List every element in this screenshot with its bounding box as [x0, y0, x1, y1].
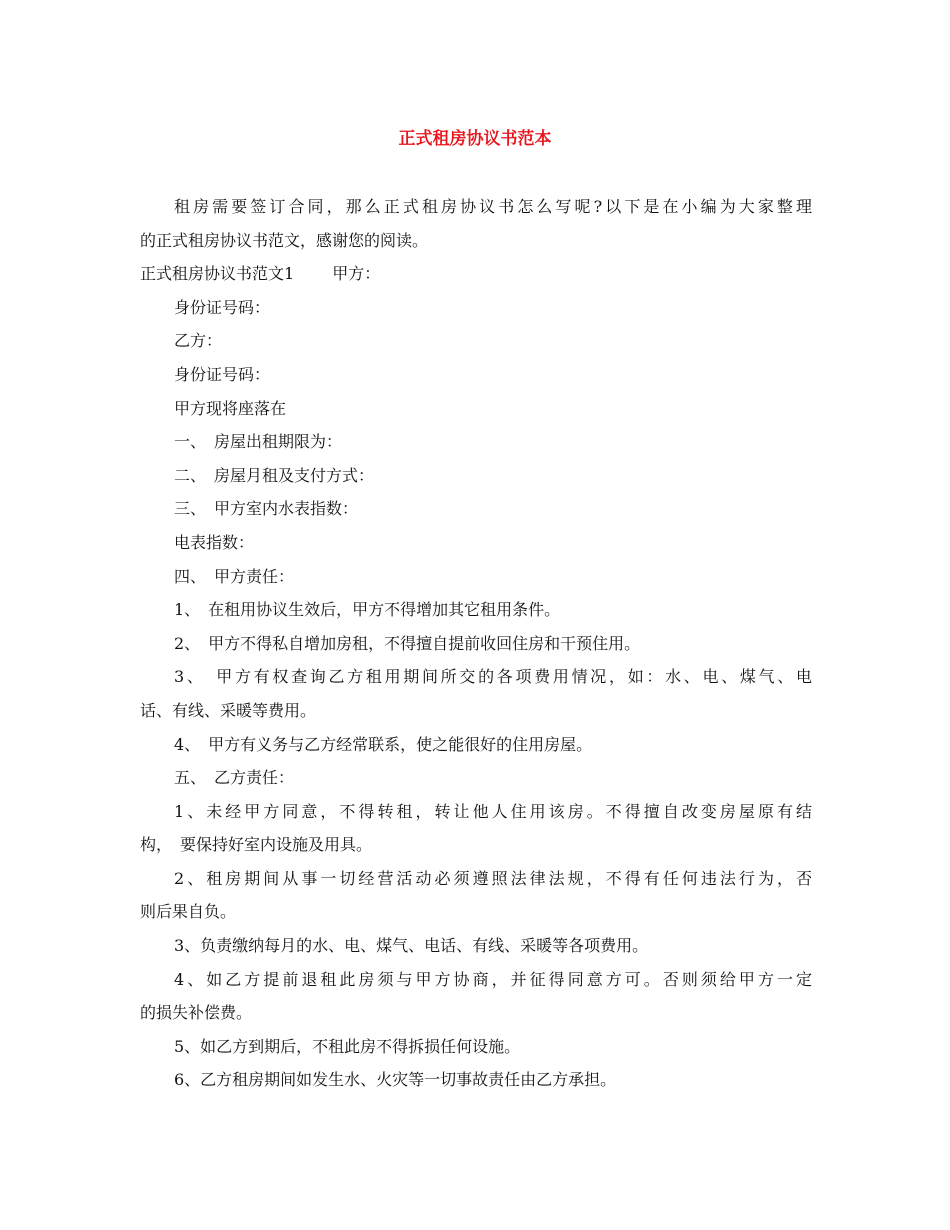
party-b-duty-2-line-2: 则后果自负。 — [140, 902, 237, 922]
document-body — [140, 190, 812, 1097]
party-b-id-line: 身份证号码： — [174, 364, 271, 384]
meter-reading-line: 电表指数： — [174, 532, 255, 552]
party-b-duty-1-line-2: 构， 要保持好室内设施及用具。 — [140, 835, 373, 855]
party-a-label: 甲方： — [332, 264, 381, 284]
party-a-duty-3-line-2: 话、有线、采暖等费用。 — [140, 700, 317, 720]
party-a-id-line: 身份证号码： — [174, 297, 271, 317]
clause-5-line: 五、 乙方责任： — [174, 768, 295, 788]
party-b-duty-3: 3、负责缴纳每月的水、电、煤气、电话、有线、采暖等各项费用。 — [174, 936, 649, 956]
sample-heading-line — [140, 257, 812, 291]
party-a-duty-4: 4、 甲方有义务与乙方经常联系，使之能很好的住用房屋。 — [174, 734, 593, 754]
sample-heading: 正式租房协议书范文1 — [140, 264, 295, 284]
party-b-line: 乙方： — [174, 331, 223, 351]
party-b-duty-2-line-1: 2、租房期间从事一切经营活动必须遵照法律法规，不得有任何违法行为，否 — [174, 868, 812, 888]
party-a-duty-1: 1、 在租用协议生效后，甲方不得增加其它租用条件。 — [174, 600, 561, 620]
party-b-duty-4-line-2: 的损失补偿费。 — [140, 1003, 253, 1023]
clause-1-line: 一、 房屋出租期限为： — [174, 432, 343, 452]
party-b-duty-1-line-1: 1、未经甲方同意，不得转租，转让他人住用该房。不得擅自改变房屋原有结 — [174, 801, 812, 821]
party-b-duty-4-line-1: 4、如乙方提前退租此房须与甲方协商，并征得同意方可。否则须给甲方一定 — [174, 969, 812, 989]
intro-line-2: 的正式租房协议书范文，感谢您的阅读。 — [140, 230, 429, 250]
clause-4-line: 四、 甲方责任： — [174, 566, 295, 586]
document-title: 正式租房协议书范本 — [398, 129, 552, 149]
clause-2-line: 二、 房屋月租及支付方式： — [174, 465, 375, 485]
party-a-duty-3-line-1: 3、 甲方有权查询乙方租用期间所交的各项费用情况，如：水、电、煤气、电 — [174, 667, 812, 687]
party-b-duty-6: 6、乙方租房期间如发生水、火灾等一切事故责任由乙方承担。 — [174, 1070, 617, 1090]
party-a-duty-2: 2、 甲方不得私自增加房租，不得擅自提前收回住房和干预住用。 — [174, 633, 641, 653]
clause-3-line: 三、 甲方室内水表指数： — [174, 499, 359, 519]
property-location-line: 甲方现将座落在 — [174, 398, 287, 418]
intro-line-1: 租房需要签订合同，那么正式租房协议书怎么写呢?以下是在小编为大家整理 — [174, 197, 812, 216]
party-b-duty-5: 5、如乙方到期后，不租此房不得拆损任何设施。 — [174, 1036, 521, 1056]
